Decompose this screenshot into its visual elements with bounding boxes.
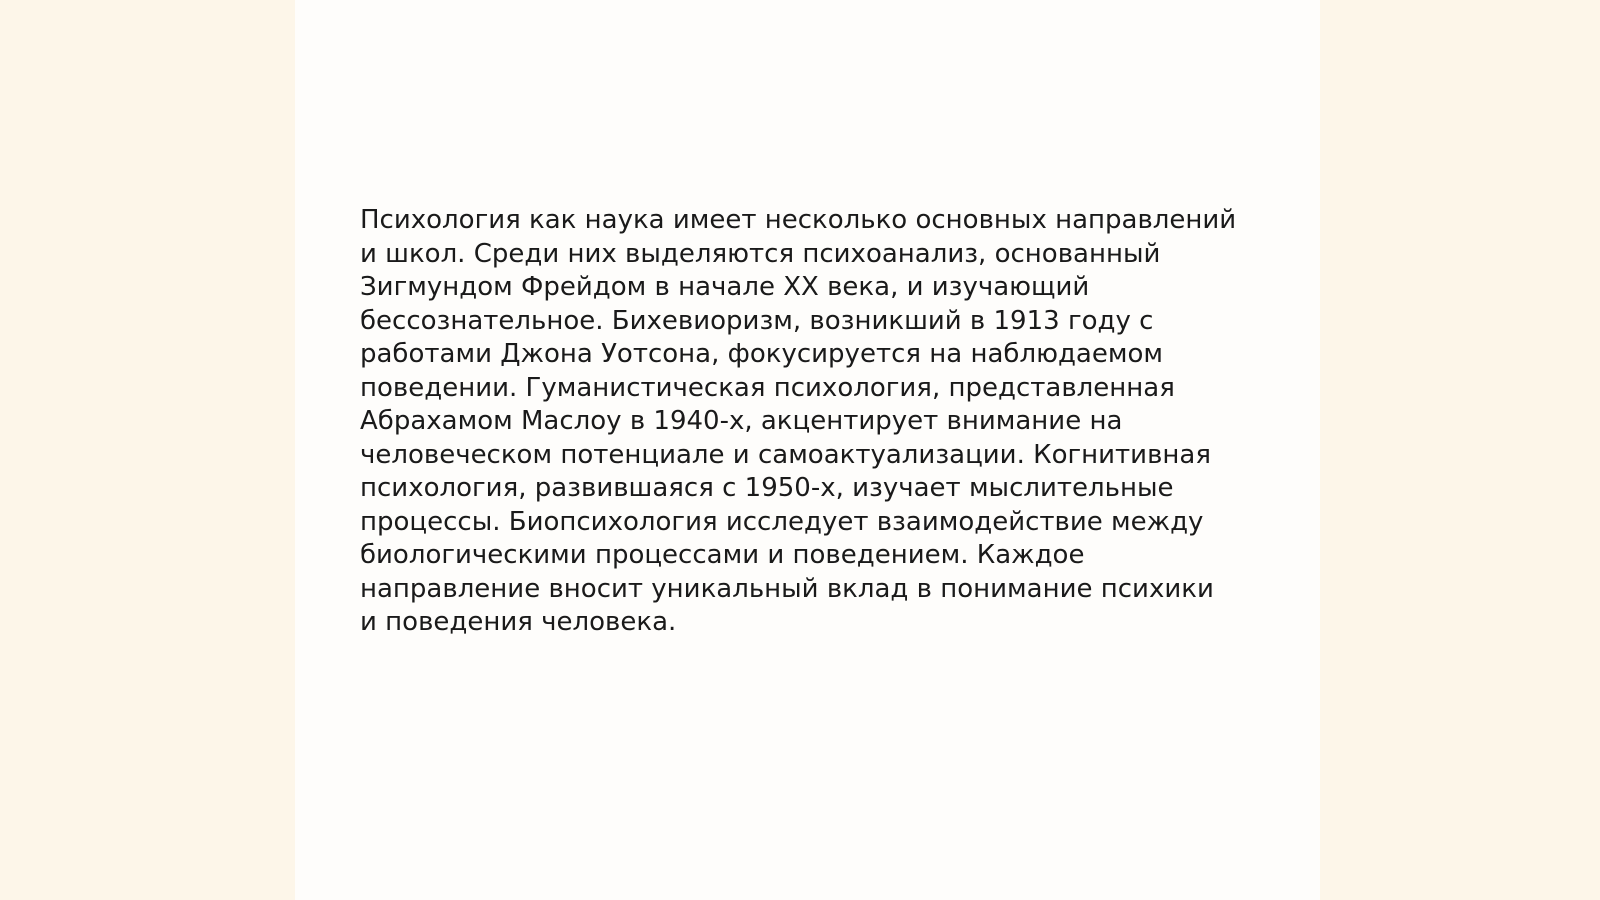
- body-paragraph: [360, 204, 1260, 640]
- paragraph-line: поведении. Гуманистическая психология, представленная: [360, 372, 1175, 403]
- paragraph-line: и школ. Среди них выделяются психоанализ, основанный: [360, 238, 1161, 269]
- paragraph-line: направление вносит уникальный вклад в понимание психики: [360, 573, 1214, 604]
- paragraph-line: биологическими процессами и поведением. Каждое: [360, 540, 1085, 570]
- paragraph-line: Зигмундом Фрейдом в начале XX века, и изучающий: [360, 272, 1090, 302]
- paragraph-line: человеческом потенциале и самоактуализации. Когнитивная: [360, 439, 1211, 470]
- paragraph-line: Психология как наука имеет несколько основных направлений: [360, 205, 1237, 235]
- paragraph-line: процессы. Биопсихология исследует взаимодействие между: [360, 506, 1204, 537]
- paragraph-line: работами Джона Уотсона, фокусируется на наблюдаемом: [360, 339, 1163, 369]
- paragraph-line: психология, развившаяся с 1950-х, изучает мыслительные: [360, 473, 1174, 503]
- paragraph-line: и поведения человека.: [360, 607, 677, 637]
- document-page: [295, 0, 1320, 900]
- paragraph-line: Абрахамом Маслоу в 1940-х, акцентирует внимание на: [360, 406, 1123, 436]
- paragraph-line: бессознательное. Бихевиоризм, возникший в 1913 году с: [360, 305, 1154, 336]
